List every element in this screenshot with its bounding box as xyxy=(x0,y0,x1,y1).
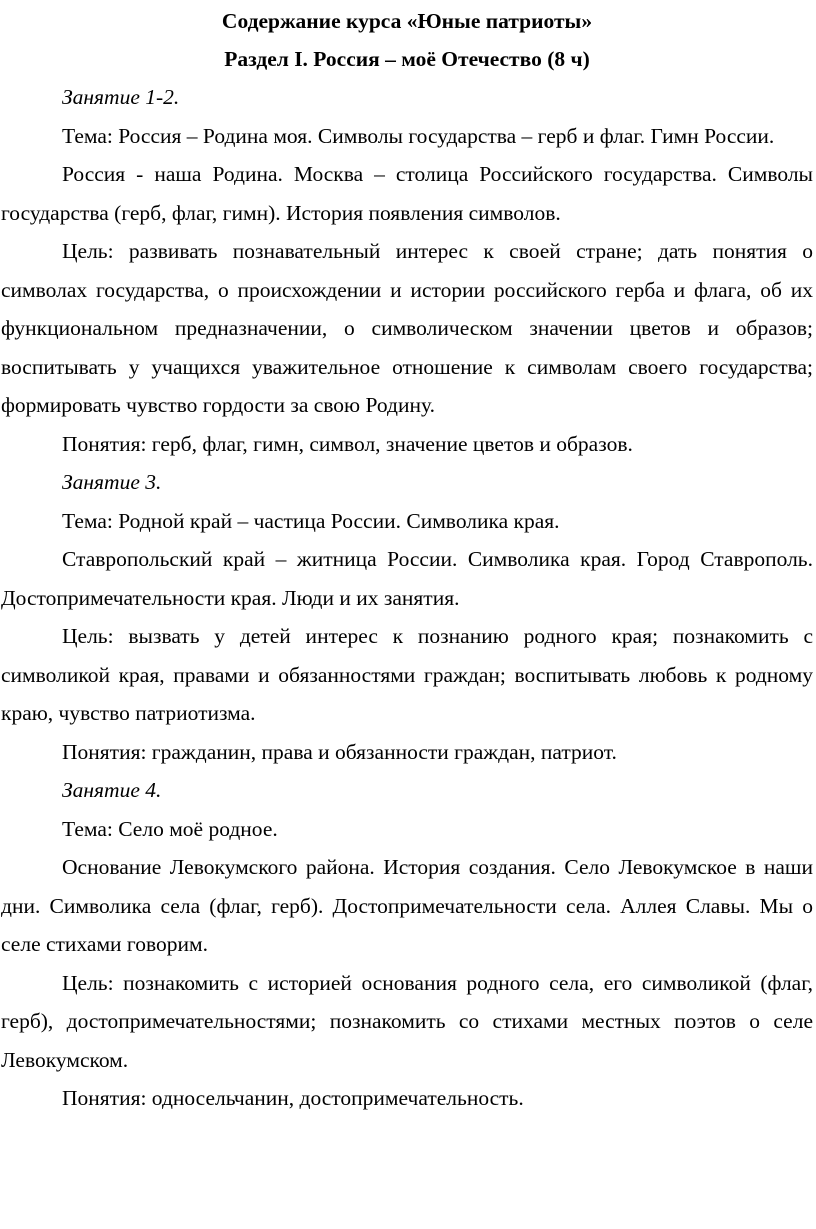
lesson-3-content: Ставропольский край – житница России. Символика края. Город Ставрополь. Достопримечательности края. Люди и их занятия. xyxy=(1,547,813,610)
lesson-1-2-heading: Занятие 1-2. xyxy=(62,85,180,109)
lesson-1-2-concepts: Понятия: герб, флаг, гимн, символ, значение цветов и образов. xyxy=(62,431,633,456)
lesson-4-theme: Тема: Село моё родное. xyxy=(62,816,278,841)
lesson-3-theme: Тема: Родной край – частица России. Символика края. xyxy=(62,508,560,533)
lesson-3-concepts: Понятия: гражданин, права и обязанности граждан, патриот. xyxy=(62,739,617,764)
lesson-1-2-goal: Цель: развивать познавательный интерес к своей стране; дать понятия о символах государства, о происхождении и истории российского герба и флага, об их функциональном предназначении, о символическом значении цветов и образов; воспитывать у учащихся уважительное отношение к символам своего государства; формировать чувство гордости за свою Родину. xyxy=(1,239,813,417)
lesson-4-concepts: Понятия: односельчанин, достопримечательность. xyxy=(62,1086,524,1110)
lesson-4-content: Основание Левокумского района. История создания. Село Левокумское в наши дни. Символика села (флаг, герб). Достопримечательности села. Аллея Славы. Мы о селе стихами говорим. xyxy=(1,855,813,956)
lesson-1-2-theme: Тема: Россия – Родина моя. Символы государства – герб и флаг. Гимн России. xyxy=(62,123,775,148)
lesson-3-goal: Цель: вызвать у детей интерес к познанию родного края; познакомить с символикой края, правами и обязанностями граждан; воспитывать любовь к родному краю, чувство патриотизма. xyxy=(1,624,813,725)
course-title: Содержание курса «Юные патриоты» xyxy=(221,9,593,33)
lesson-3-heading: Занятие 3. xyxy=(62,470,162,494)
lesson-4-goal: Цель: познакомить с историей основания родного села, его символикой (флаг, герб), достопримечательностями; познакомить со стихами местных поэтов о селе Левокумском. xyxy=(1,970,813,1072)
lesson-1-2-content: Россия - наша Родина. Москва – столица Российского государства. Символы государства (герб, флаг, гимн). История появления символов. xyxy=(1,162,813,225)
lesson-4-heading: Занятие 4. xyxy=(62,778,162,802)
section-title: Раздел I. Россия – моё Отечество (8 ч) xyxy=(224,47,590,71)
